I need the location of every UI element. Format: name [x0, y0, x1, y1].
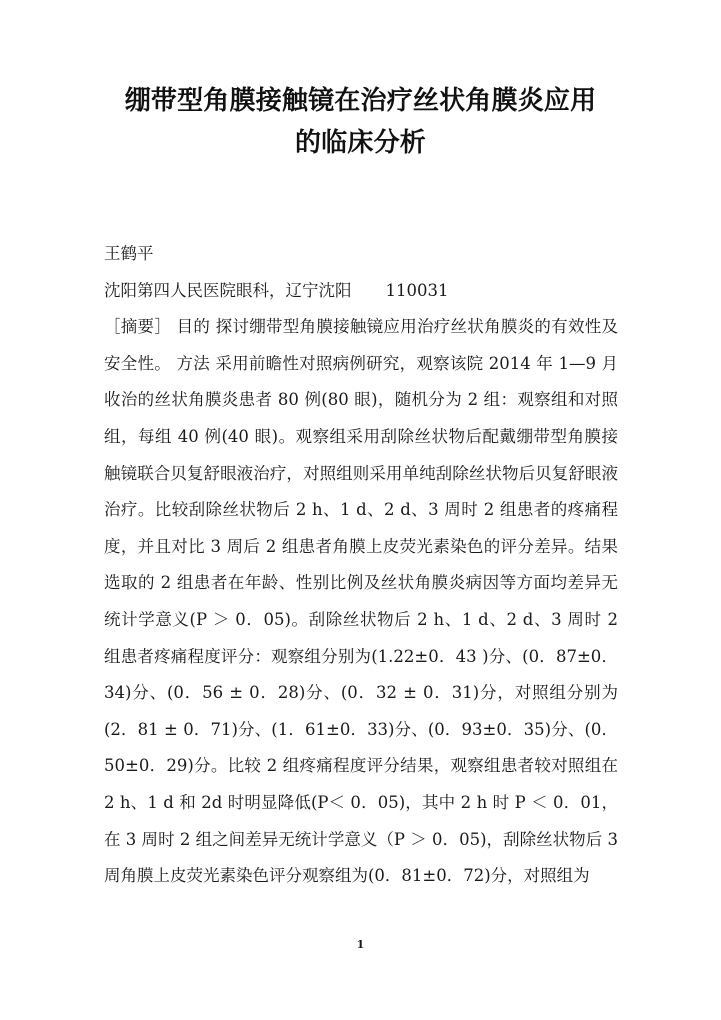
affiliation	[104, 273, 618, 310]
affiliation-institution: 沈阳第四人民医院眼科，辽宁沈阳	[104, 280, 352, 300]
page-title	[104, 80, 617, 164]
title-line-1: 绷带型角膜接触镜在治疗丝状角膜炎应用	[124, 86, 597, 116]
abstract-paragraph: ［摘要］ 目的 探讨绷带型角膜接触镜应用治疗丝状角膜炎的有效性及安全性。 方法 采用前瞻性对照病例研究，观察该院 2014 年 1—9 月收治的丝状角膜炎患者 80 例(80 眼)，随机分为 2 组：观察组和对照组，每组 40 例(40 眼)。观察组采用刮除丝状物后配戴绷带型角膜接触镜联合贝复舒眼液治疗，对照组则采用单纯刮除丝状物后贝复舒眼液治疗。比较刮除丝状物后 2 h、1 d、2 d、3 周时 2 组患者的疼痛程度，并且对比 3 周后 2 组患者角膜上皮荧光素染色的评分差异。结果 选取的 2 组患者在年龄、性别比例及丝状角膜炎病因等方面均差异无统计学意义(P ＞ 0．05)。刮除丝状物后 2 h、1 d、2 d、3 周时 2 组患者疼痛程度评分：观察组分别为(1.22±0．43 )分、(0．87±0．34)分、(0．56 ± 0．28)分、(0．32 ± 0．31)分，对照组分别为(2．81 ± 0．71)分、(1．61±0．33)分、(0．93±0．35)分、(0．50±0．29)分。比较 2 组疼痛程度评分结果，观察组患者较对照组在 2 h、1 d 和 2d 时明显降低(P＜ 0．05)，其中 2 h 时 P ＜ 0．01，在 3 周时 2 组之间差异无统计学意义（P ＞ 0．05)，刮除丝状物后 3 周角膜上皮荧光素染色评分观察组为(0．81±0．72)分，对照组为	[104, 317, 618, 886]
document-body	[104, 236, 618, 895]
author-name: 王鹤平	[104, 244, 154, 263]
title-line-2: 的临床分析	[294, 128, 426, 158]
affiliation-postcode: 110031	[385, 280, 449, 300]
page-number: 1	[356, 938, 365, 951]
